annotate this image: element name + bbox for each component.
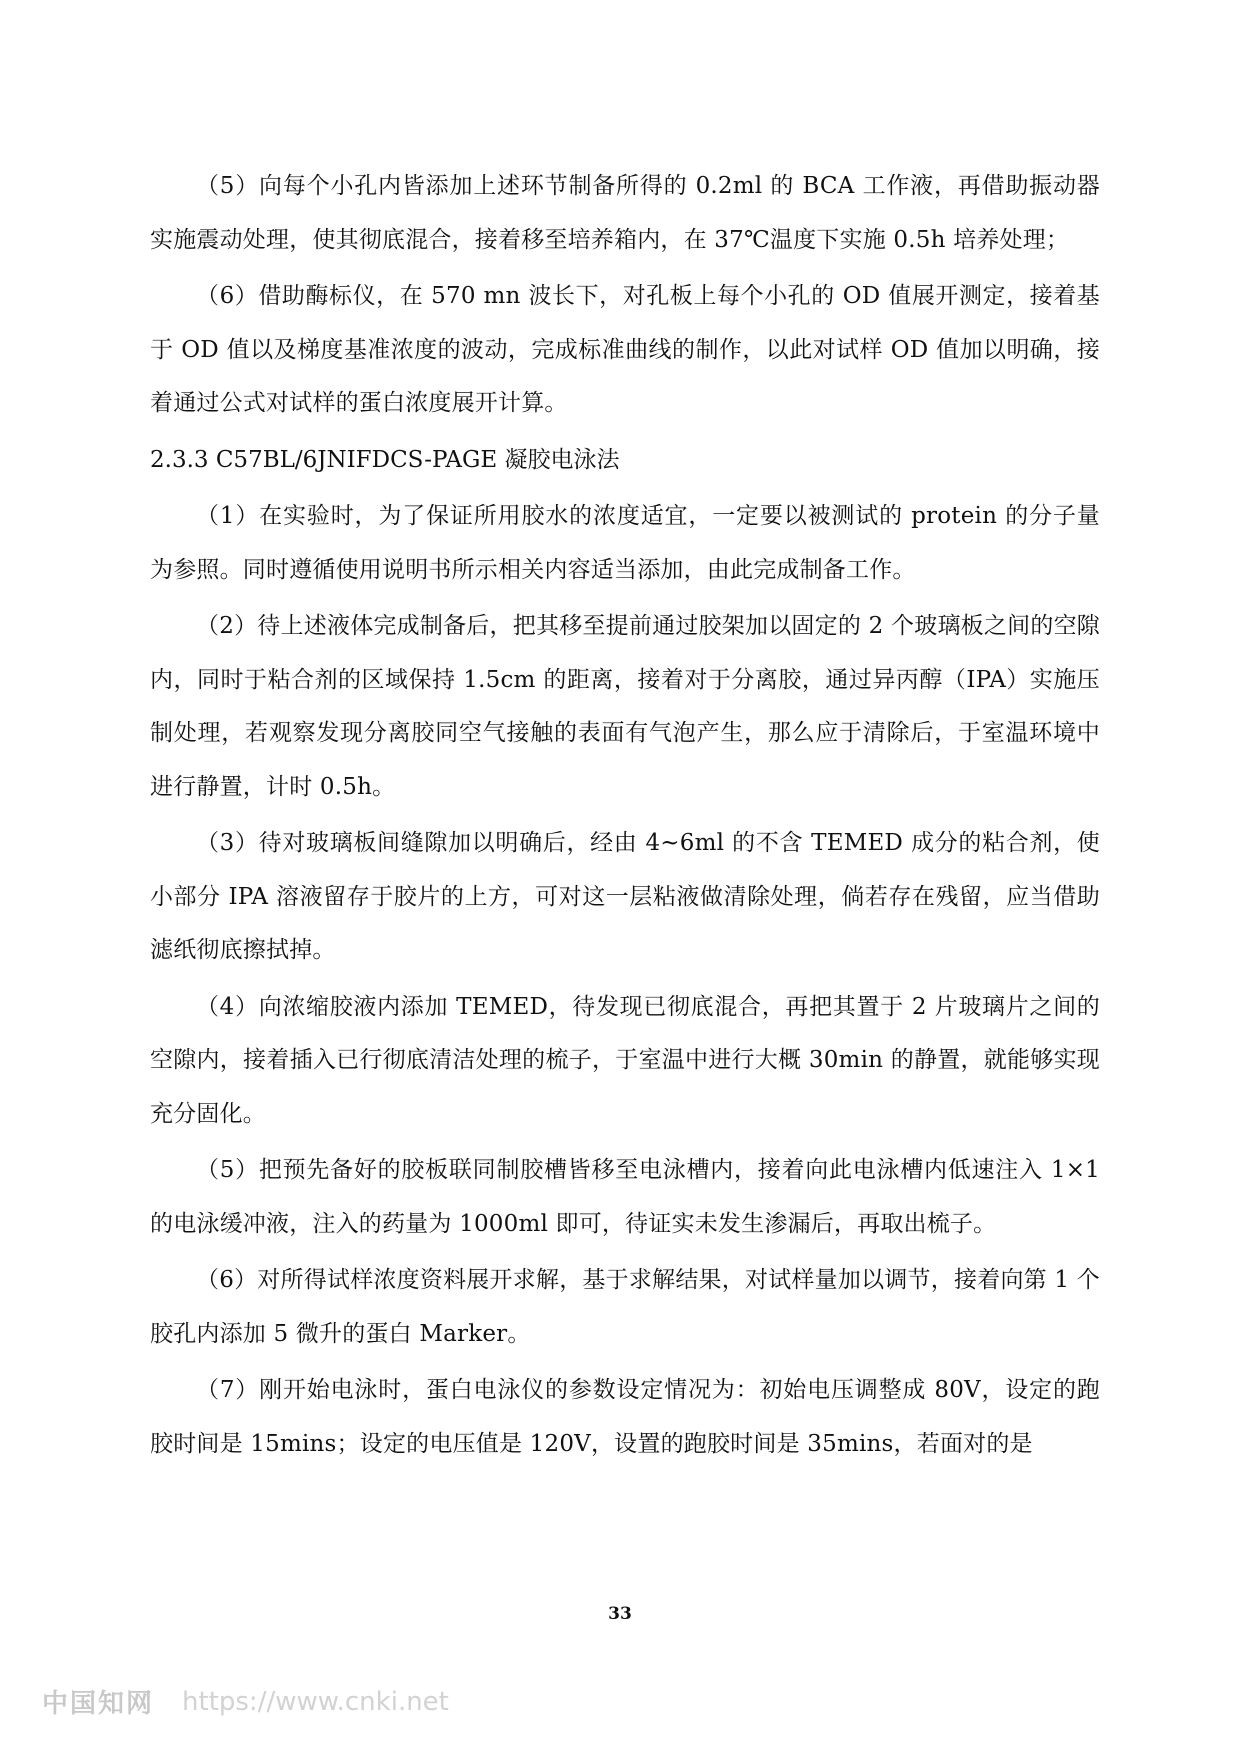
paragraph-step-5-bca: （5）向每个小孔内皆添加上述环节制备所得的 0.2ml 的 BCA 工作液，再借助振动器实施震动处理，使其彻底混合，接着移至培养箱内，在 37℃温度下实施 0.5h 培养处理； <box>150 173 1100 253</box>
paragraph-gel-step-6: （6）对所得试样浓度资料展开求解，基于求解结果，对试样量加以调节，接着向第 1 个胶孔内添加 5 微升的蛋白 Marker。 <box>150 1267 1100 1347</box>
paragraph-gel-step-2: （2）待上述液体完成制备后，把其移至提前通过胶架加以固定的 2 个玻璃板之间的空隙内，同时于粘合剂的区域保持 1.5cm 的距离，接着对于分离胶，通过异丙醇（IPA）实施压制处理，若观察发现分离胶同空气接触的表面有气泡产生，那么应于清除后，于室温环境中进行静置，计时 0.5h。 <box>150 613 1100 800</box>
cnki-url-text: https://www.cnki.net <box>182 1686 449 1717</box>
section-heading: 2.3.3 C57BL/6JNIFDCS-PAGE 凝胶电泳法 <box>150 446 620 473</box>
paragraph-step-6-od: （6）借助酶标仪，在 570 mn 波长下，对孔板上每个小孔的 OD 值展开测定，接着基于 OD 值以及梯度基准浓度的波动，完成标准曲线的制作，以此对试样 OD 值加以明确，接着通过公式对试样的蛋白浓度展开计算。 <box>150 283 1100 416</box>
paragraph-gel-step-3: （3）待对玻璃板间缝隙加以明确后，经由 4~6ml 的不含 TEMED 成分的粘合剂，使小部分 IPA 溶液留存于胶片的上方，可对这一层粘液做清除处理，倘若存在残留，应当借助滤纸彻底擦拭掉。 <box>150 830 1100 963</box>
page-number: 33 <box>608 1604 632 1624</box>
body-text <box>150 160 1100 1474</box>
paragraph-gel-step-4: （4）向浓缩胶液内添加 TEMED，待发现已彻底混合，再把其置于 2 片玻璃片之间的空隙内，接着插入已行彻底清洁处理的梳子，于室温中进行大概 30min 的静置，就能够实现充分固化。 <box>150 993 1100 1127</box>
paragraph-gel-step-5: （5）把预先备好的胶板联同制胶槽皆移至电泳槽内，接着向此电泳槽内低速注入 1×1 的电泳缓冲液，注入的药量为 1000ml 即可，待证实未发生渗漏后，再取出梳子。 <box>150 1157 1100 1237</box>
cnki-logo-text: 中国知网 <box>42 1689 155 1719</box>
cnki-watermark <box>42 1683 449 1720</box>
paragraph-gel-step-1: （1）在实验时，为了保证所用胶水的浓度适宜，一定要以被测试的 protein 的分子量为参照。同时遵循使用说明书所示相关内容适当添加，由此完成制备工作。 <box>150 503 1100 583</box>
paragraph-gel-step-7: （7）刚开始电泳时，蛋白电泳仪的参数设定情况为：初始电压调整成 80V，设定的跑胶时间是 15mins；设定的电压值是 120V，设置的跑胶时间是 35mins，若面对的是 <box>150 1377 1100 1457</box>
